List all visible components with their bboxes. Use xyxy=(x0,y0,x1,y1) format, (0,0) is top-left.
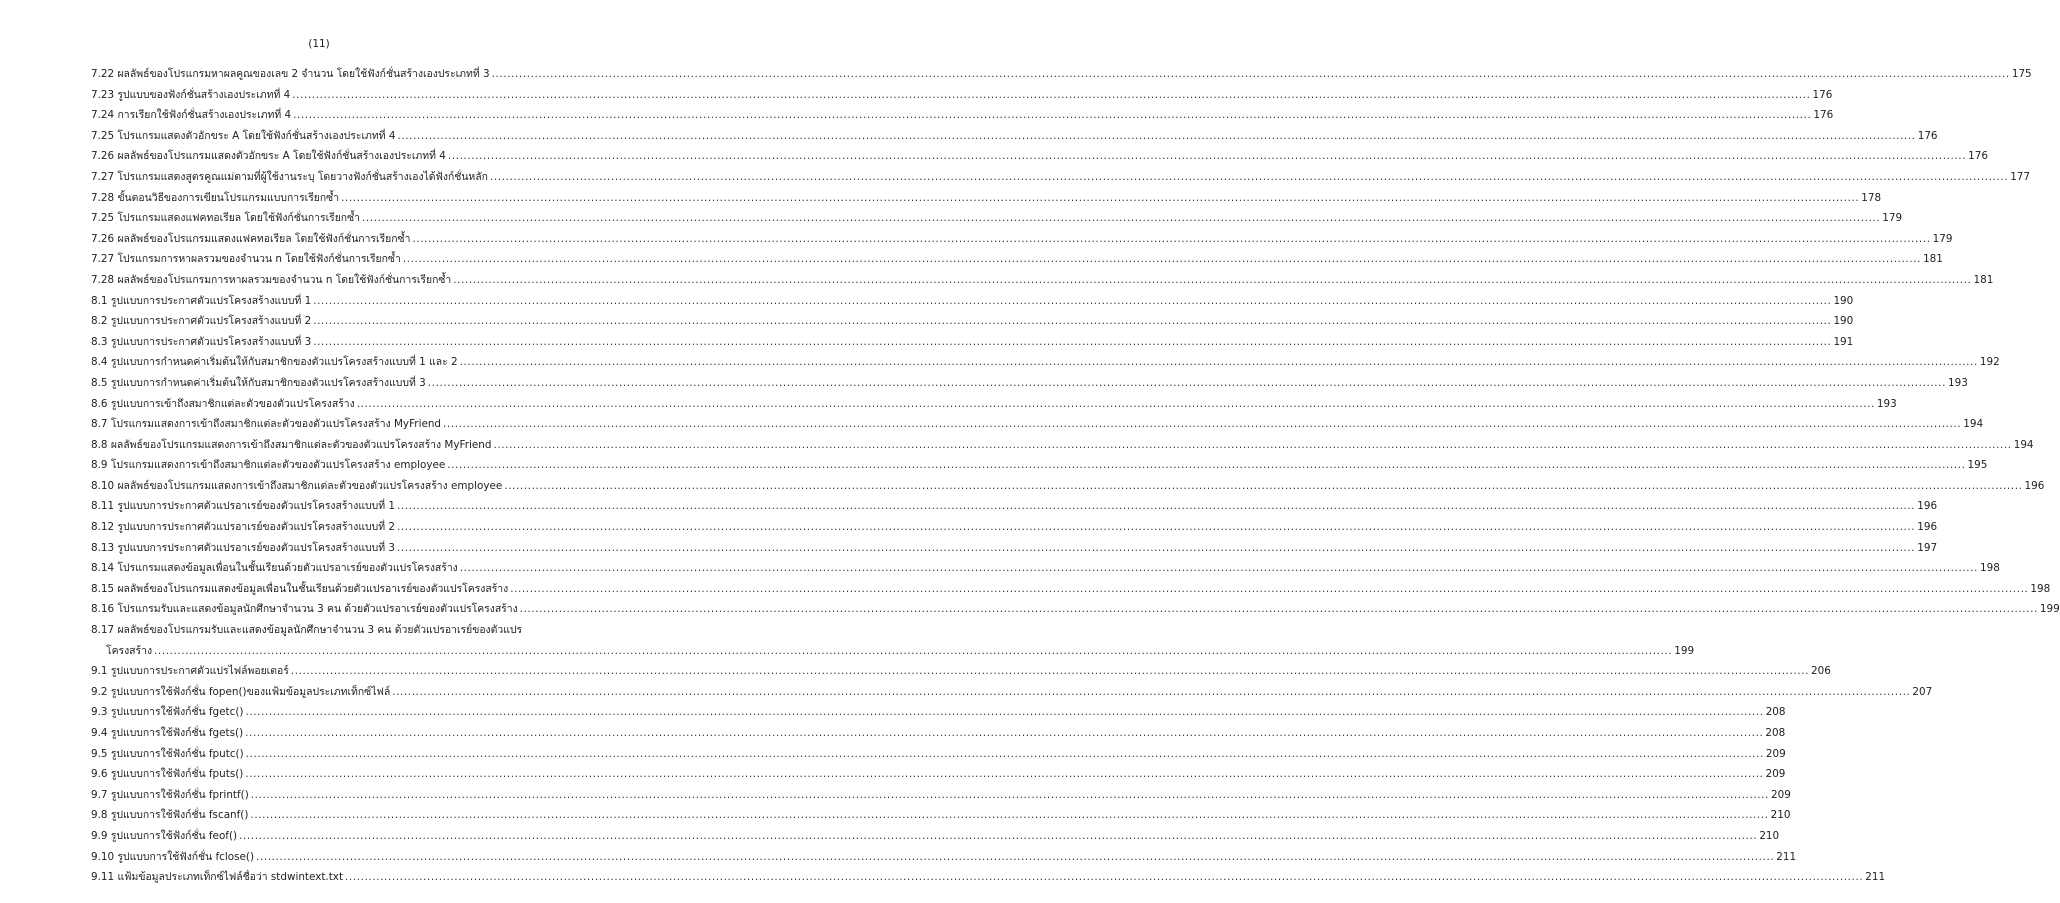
toc-entry-title: 8.10 ผลลัพธ์ของโปรแกรมแสดงการเข้าถึงสมาชิกแต่ละตัวของตัวแปรโครงสร้าง employee xyxy=(91,479,503,492)
toc-entry-title: 7.26 ผลลัพธ์ของโปรแกรมแสดงแฟคทอเรียล โดยใช้ฟังก์ชั่นการเรียกซ้ำ xyxy=(91,232,411,245)
toc-entry-title: 8.16 โปรแกรมรับและแสดงข้อมูลนักศึกษาจำนวน 3 คน ด้วยตัวแปรอาเรย์ของตัวแปรโครงสร้าง xyxy=(91,603,518,616)
toc-entry-page: 210 xyxy=(1759,829,1780,842)
toc-entry-title: 7.25 โปรแกรมแสดงแฟคทอเรียล โดยใช้ฟังก์ชั่นการเรียกซ้ำ xyxy=(91,212,360,225)
toc-entry[interactable] xyxy=(91,311,1854,332)
toc-entry-title: 8.7 โปรแกรมแสดงการเข้าถึงสมาชิกแต่ละตัวของตัวแปรโครงสร้าง MyFriend xyxy=(91,418,442,431)
toc-entry-page: 196 xyxy=(2024,479,2045,492)
toc-entry[interactable] xyxy=(91,126,1938,147)
toc-entry[interactable] xyxy=(91,847,1797,868)
toc-entry-page: 199 xyxy=(1674,644,1695,657)
toc-entry-title: 8.11 รูปแบบการประกาศตัวแปรอาเรย์ของตัวแปรโครงสร้างแบบที่ 1 xyxy=(91,500,395,513)
toc-entry-page: 181 xyxy=(1923,253,1943,266)
table-of-figures xyxy=(91,64,2060,888)
toc-entry-title: 9.5 รูปแบบการใช้ฟังก์ชั่น fputc() xyxy=(91,747,244,760)
dot-leader xyxy=(460,352,1978,373)
dot-leader xyxy=(392,682,1910,703)
dot-leader xyxy=(313,291,1831,312)
toc-entry[interactable] xyxy=(91,414,1984,435)
toc-entry-page: 176 xyxy=(1812,88,1833,101)
toc-entry-page: 178 xyxy=(1861,191,1882,204)
dot-leader xyxy=(345,867,1863,888)
toc-entry-page: 198 xyxy=(2030,582,2051,595)
toc-entry-page: 209 xyxy=(1765,768,1786,781)
toc-entry-title-continued: โครงสร้าง xyxy=(106,644,153,657)
toc-entry-title: 7.25 โปรแกรมแสดงตัวอักขระ A โดยใช้ฟังก์ชั่นสร้างเองประเภทที่ 4 xyxy=(91,129,396,142)
dot-leader xyxy=(245,764,1763,785)
toc-entry-page: 198 xyxy=(1979,562,2000,575)
toc-entry-page: 206 xyxy=(1811,665,1831,678)
dot-leader xyxy=(292,85,1810,106)
toc-entry-page: 191 xyxy=(1833,335,1854,348)
toc-entry-page: 179 xyxy=(1932,232,1953,245)
toc-entry[interactable] xyxy=(91,620,1695,661)
dot-leader xyxy=(412,229,1930,250)
toc-entry[interactable] xyxy=(91,332,1854,353)
toc-entry[interactable] xyxy=(91,270,1994,291)
dot-leader xyxy=(448,146,1966,167)
toc-entry[interactable] xyxy=(91,249,1943,270)
dot-leader xyxy=(245,702,1763,723)
toc-entry[interactable] xyxy=(91,188,1882,209)
toc-entry[interactable] xyxy=(91,785,1791,806)
toc-entry[interactable] xyxy=(91,476,2045,497)
toc-entry-title: 7.24 การเรียกใช้ฟังก์ชั่นสร้างเองประเภทที่ 4 xyxy=(91,109,292,122)
toc-entry[interactable] xyxy=(91,455,1988,476)
toc-entry[interactable] xyxy=(91,291,1854,312)
toc-entry-title: 7.27 โปรแกรมการหาผลรวมของจำนวน n โดยใช้ฟังก์ชั่นการเรียกซ้ำ xyxy=(91,253,401,266)
toc-entry-page: 194 xyxy=(1963,418,1984,431)
toc-entry-page: 211 xyxy=(1776,850,1797,863)
toc-entry-page: 192 xyxy=(1979,356,2000,369)
toc-entry-page: 196 xyxy=(1917,521,1938,534)
toc-entry-page: 181 xyxy=(1973,273,1994,286)
toc-entry[interactable] xyxy=(91,394,1897,415)
dot-leader xyxy=(397,496,1915,517)
toc-entry-page: 195 xyxy=(1967,459,1988,472)
dot-leader xyxy=(256,847,1774,868)
dot-leader xyxy=(504,476,2022,497)
toc-entry-page: 194 xyxy=(2013,438,2034,451)
dot-leader xyxy=(460,558,1978,579)
toc-entry[interactable] xyxy=(91,146,1988,167)
dot-leader xyxy=(490,167,2008,188)
toc-entry-title: 8.8 ผลลัพธ์ของโปรแกรมแสดงการเข้าถึงสมาชิกแต่ละตัวของตัวแปรโครงสร้าง MyFriend xyxy=(91,438,492,451)
toc-entry-title: 9.10 รูปแบบการใช้ฟังก์ชั่น fclose() xyxy=(91,850,255,863)
toc-entry[interactable] xyxy=(91,744,1786,765)
toc-entry-page: 209 xyxy=(1770,788,1791,801)
toc-entry-page: 176 xyxy=(1968,150,1988,163)
toc-entry[interactable] xyxy=(91,661,1831,682)
toc-entry[interactable] xyxy=(91,85,1833,106)
dot-leader xyxy=(510,579,2028,600)
dot-leader xyxy=(291,661,1809,682)
toc-entry-title: 9.8 รูปแบบการใช้ฟังก์ชั่น fscanf() xyxy=(91,809,249,822)
dot-leader xyxy=(443,414,1961,435)
toc-entry-title: 9.1 รูปแบบการประกาศตัวแปรไฟล์พอยเตอร์ xyxy=(91,665,289,678)
toc-entry-title: 8.3 รูปแบบการประกาศตัวแปรโครงสร้างแบบที่ 3 xyxy=(91,335,312,348)
dot-leader xyxy=(447,455,1965,476)
toc-entry-page: 209 xyxy=(1765,747,1786,760)
toc-entry-title: 9.7 รูปแบบการใช้ฟังก์ชั่น fprintf() xyxy=(91,788,249,801)
dot-leader xyxy=(245,723,1763,744)
dot-leader xyxy=(313,332,1831,353)
toc-entry-title: 7.23 รูปแบบของฟังก์ชั่นสร้างเองประเภทที่ 4 xyxy=(91,88,291,101)
dot-leader xyxy=(397,517,1915,538)
toc-entry-title: 9.11 แฟ้มข้อมูลประเภทเท็กซ์ไฟล์ชื่อว่า stdwintext.txt xyxy=(91,871,344,884)
dot-leader xyxy=(251,785,1769,806)
toc-entry-page: 197 xyxy=(1917,541,1938,554)
toc-entry-page: 176 xyxy=(1917,129,1938,142)
toc-entry[interactable] xyxy=(91,682,1933,703)
toc-entry-title: 7.26 ผลลัพธ์ของโปรแกรมแสดงตัวอักขระ A โดยใช้ฟังก์ชั่นสร้างเองประเภทที่ 4 xyxy=(91,150,446,163)
toc-entry-page: 193 xyxy=(1876,397,1897,410)
toc-entry-page: 190 xyxy=(1833,294,1854,307)
toc-entry[interactable] xyxy=(91,702,1786,723)
toc-entry-title: 8.17 ผลลัพธ์ของโปรแกรมรับและแสดงข้อมูลนักศึกษาจำนวน 3 คน ด้วยตัวแปรอาเรย์ของตัวแปร xyxy=(91,624,523,637)
toc-entry[interactable] xyxy=(91,723,1786,744)
toc-entry-page: 211 xyxy=(1865,871,1886,884)
toc-entry-title: 9.6 รูปแบบการใช้ฟังก์ชั่น fputs() xyxy=(91,768,244,781)
toc-entry[interactable] xyxy=(91,867,1886,888)
toc-entry-page: 196 xyxy=(1917,500,1938,513)
toc-entry-title: 7.22 ผลลัพธ์ของโปรแกรมหาผลคูณของเลข 2 จำนวน โดยใช้ฟังก์ชั่นสร้างเองประเภทที่ 3 xyxy=(91,68,490,80)
toc-entry-page: 175 xyxy=(2011,68,2032,80)
dot-leader xyxy=(313,311,1831,332)
toc-entry-title: 9.3 รูปแบบการใช้ฟังก์ชั่น fgetc() xyxy=(91,706,244,719)
toc-entry-title: 8.13 รูปแบบการประกาศตัวแปรอาเรย์ของตัวแปรโครงสร้างแบบที่ 3 xyxy=(91,541,395,554)
toc-entry-page: 207 xyxy=(1912,685,1933,698)
dot-leader xyxy=(357,394,1875,415)
toc-entry-page: 208 xyxy=(1765,706,1786,719)
toc-entry-title: 9.9 รูปแบบการใช้ฟังก์ชั่น feof() xyxy=(91,829,238,842)
toc-entry-page: 177 xyxy=(2010,170,2031,183)
toc-entry[interactable] xyxy=(91,599,2060,620)
toc-entry[interactable] xyxy=(91,496,1938,517)
dot-leader xyxy=(397,126,1915,147)
dot-leader xyxy=(397,538,1915,559)
toc-entry-page: 210 xyxy=(1770,809,1791,822)
toc-entry-title: 8.2 รูปแบบการประกาศตัวแปรโครงสร้างแบบที่ 2 xyxy=(91,315,312,328)
toc-entry-title: 8.5 รูปแบบการกำหนดค่าเริ่มต้นให้กับสมาชิกของตัวแปรโครงสร้างแบบที่ 3 xyxy=(91,376,426,389)
dot-leader xyxy=(453,270,1971,291)
toc-entry-title: 8.4 รูปแบบการกำหนดค่าเริ่มต้นให้กับสมาชิกของตัวแปรโครงสร้างแบบที่ 1 และ 2 xyxy=(91,356,458,369)
toc-entry[interactable] xyxy=(91,167,2031,188)
toc-entry-title: 7.27 โปรแกรมแสดงสูตรคูณแม่ตามที่ผู้ใช้งานระบุ โดยวางฟังก์ชั่นสร้างเองได้ฟังก์ชั่นหลัก xyxy=(91,170,488,183)
toc-entry[interactable] xyxy=(91,805,1791,826)
toc-entry[interactable] xyxy=(91,208,1903,229)
toc-entry-title: 8.14 โปรแกรมแสดงข้อมูลเพื่อนในชั้นเรียนด้วยตัวแปรอาเรย์ของตัวแปรโครงสร้าง xyxy=(91,562,458,575)
toc-entry[interactable] xyxy=(91,229,1953,250)
toc-entry[interactable] xyxy=(91,352,2000,373)
dot-leader xyxy=(520,599,2038,620)
toc-entry-title: 8.9 โปรแกรมแสดงการเข้าถึงสมาชิกแต่ละตัวของตัวแปรโครงสร้าง employee xyxy=(91,459,446,472)
toc-entry[interactable] xyxy=(91,64,2032,85)
toc-entry-page: 208 xyxy=(1765,727,1786,739)
toc-entry-page: 176 xyxy=(1813,109,1834,122)
toc-entry-page: 179 xyxy=(1882,212,1903,225)
dot-leader xyxy=(341,188,1859,209)
toc-entry[interactable] xyxy=(91,558,2000,579)
dot-leader xyxy=(492,64,2010,85)
toc-entry-page: 193 xyxy=(1948,376,1968,389)
toc-entry[interactable] xyxy=(91,538,1938,559)
dot-leader xyxy=(362,208,1880,229)
toc-entry-page: 190 xyxy=(1833,315,1854,328)
toc-entry-title: 7.28 ผลลัพธ์ของโปรแกรมการหาผลรวมของจำนวน n โดยใช้ฟังก์ชั่นการเรียกซ้ำ xyxy=(91,273,452,286)
dot-leader xyxy=(293,105,1811,126)
dot-leader xyxy=(239,826,1757,847)
toc-entry-title: 9.4 รูปแบบการใช้ฟังก์ชั่น fgets() xyxy=(91,727,244,739)
toc-entry[interactable] xyxy=(91,517,1938,538)
dot-leader xyxy=(428,373,1946,394)
toc-entry-title: 8.15 ผลลัพธ์ของโปรแกรมแสดงข้อมูลเพื่อนในชั้นเรียนด้วยตัวแปรอาเรย์ของตัวแปรโครงสร้าง xyxy=(91,582,509,595)
toc-entry[interactable] xyxy=(91,373,1968,394)
toc-entry[interactable] xyxy=(91,105,1834,126)
dot-leader xyxy=(403,249,1921,270)
dot-leader xyxy=(493,435,2011,456)
toc-entry[interactable] xyxy=(91,435,2034,456)
toc-entry-page: 199 xyxy=(2039,603,2060,616)
toc-entry[interactable] xyxy=(91,764,1786,785)
page-number: (11) xyxy=(308,38,330,50)
dot-leader xyxy=(250,805,1768,826)
toc-entry-title: 9.2 รูปแบบการใช้ฟังก์ชั่น fopen()ของแฟ้มข้อมูลประเภทเท็กซ์ไฟล์ xyxy=(91,685,391,698)
toc-entry-title: 7.28 ขั้นตอนวิธีของการเขียนโปรแกรมแบบการเรียกซ้ำ xyxy=(91,191,340,204)
dot-leader xyxy=(154,641,1672,662)
toc-entry[interactable] xyxy=(91,826,1780,847)
dot-leader xyxy=(246,744,1764,765)
toc-entry[interactable] xyxy=(91,579,2051,600)
toc-entry-title: 8.1 รูปแบบการประกาศตัวแปรโครงสร้างแบบที่ 1 xyxy=(91,294,312,307)
toc-entry-title: 8.12 รูปแบบการประกาศตัวแปรอาเรย์ของตัวแปรโครงสร้างแบบที่ 2 xyxy=(91,521,395,534)
toc-entry-title: 8.6 รูปแบบการเข้าถึงสมาชิกแต่ละตัวของตัวแปรโครงสร้าง xyxy=(91,397,355,410)
